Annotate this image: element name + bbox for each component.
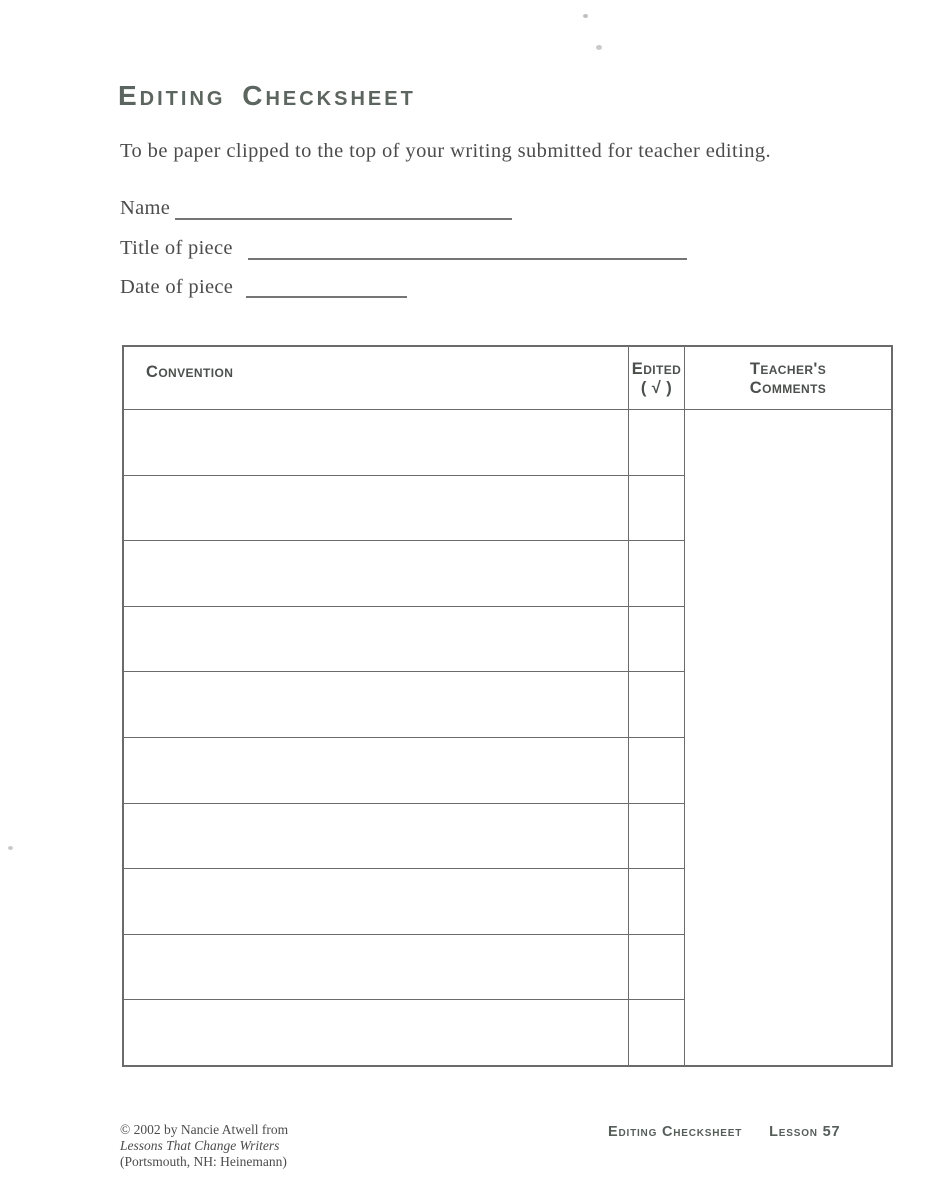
edited-header-line1: Edited [631,360,682,378]
page-subtitle: To be paper clipped to the top of your writing submitted for teacher editing. [120,140,772,162]
convention-column-header: Convention [124,347,628,410]
edited-checkmark-symbol: ( √ ) [640,379,673,398]
table-row [124,476,628,542]
teacher-comments-column-header [685,347,891,410]
table-row [629,607,684,673]
edited-column [629,347,685,1065]
scan-speck [583,14,588,18]
title-of-piece-field-line [248,258,687,260]
footer-doc-label: Editing Checksheet [608,1124,743,1140]
footer-running-title [608,1124,840,1140]
name-field-label: Name [120,197,171,219]
table-row [124,738,628,804]
title-of-piece-field-label: Title of piece [120,237,233,259]
copyright-line1: © 2002 by Nancie Atwell from [120,1122,289,1137]
copyright-line3: (Portsmouth, NH: Heinemann) [120,1154,287,1169]
table-row [629,672,684,738]
table-row [124,607,628,673]
edited-column-header [629,347,684,410]
copyright-block [120,1122,288,1170]
convention-rows [124,410,628,1065]
table-row [629,476,684,542]
teacher-header-line2: Comments [749,379,827,398]
table-row [629,410,684,476]
table-row [629,541,684,607]
page-title: Editing Checksheet [118,80,416,111]
date-of-piece-field-label: Date of piece [120,276,234,298]
date-of-piece-field-line [246,296,407,298]
table-row [124,804,628,870]
teacher-comments-column [685,347,891,1065]
table-row [124,1000,628,1065]
teacher-comments-cell [685,410,891,1065]
table-row [124,672,628,738]
table-row [124,541,628,607]
teacher-header-line1: Teacher's [749,360,827,378]
edited-rows [629,410,684,1065]
table-row [124,869,628,935]
scan-speck [596,45,602,50]
table-row [629,738,684,804]
table-row [629,935,684,1001]
name-field-line [175,218,512,220]
checksheet-table [122,345,893,1067]
table-row [629,804,684,870]
table-row [124,410,628,476]
convention-column [124,347,629,1065]
footer-lesson-label: Lesson 57 [769,1124,841,1140]
table-row [629,869,684,935]
copyright-book-title: Lessons That Change Writers [120,1138,280,1153]
table-row [124,935,628,1001]
scan-speck [8,846,13,850]
table-row [629,1000,684,1065]
